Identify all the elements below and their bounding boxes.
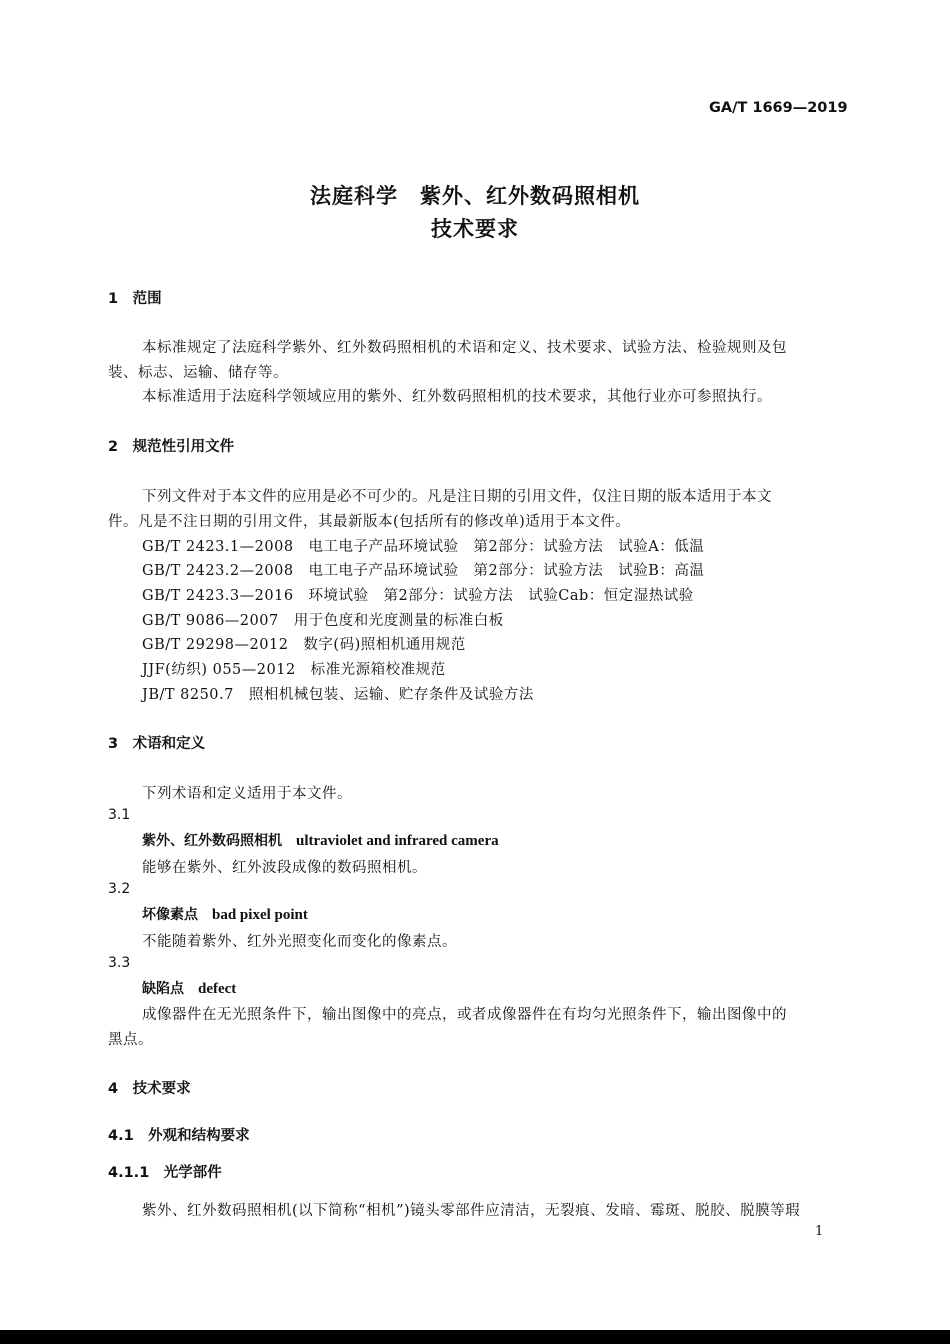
term-number: 3.1 <box>108 807 131 823</box>
document-title-line1: 法庭科学 紫外、红外数码照相机 <box>310 184 640 208</box>
term-heading <box>142 978 236 998</box>
section-4-para: 紫外、红外数码照相机(以下简称“相机”)镜头零部件应清洁，无裂痕、发暗、霉斑、脱胶、脱膜等瑕 <box>142 1203 801 1219</box>
term-english: defect <box>198 981 237 997</box>
term-definition: 不能随着紫外、红外光照变化而变化的像素点。 <box>142 934 457 950</box>
term-chinese: 紫外、红外数码照相机 <box>142 833 282 849</box>
section-3-heading: 3 术语和定义 <box>108 736 206 752</box>
page-bottom-border <box>0 1330 950 1344</box>
document-title-line2: 技术要求 <box>431 217 519 241</box>
page-number: 1 <box>815 1224 824 1239</box>
term-heading <box>142 830 499 850</box>
reference-item: GB/T 29298—2012 数字(码)照相机通用规范 <box>142 637 466 653</box>
section-1-para1-line1: 本标准规定了法庭科学紫外、红外数码照相机的术语和定义、技术要求、试验方法、检验规则及包 <box>142 340 787 356</box>
term-number: 3.2 <box>108 881 131 897</box>
term-english: ultraviolet and infrared camera <box>296 833 499 849</box>
term-english: bad pixel point <box>212 907 308 923</box>
section-4-1-1-heading: 4.1.1 光学部件 <box>108 1165 222 1181</box>
section-1-para1-line2: 装、标志、运输、储存等。 <box>108 365 288 381</box>
section-4-1-heading: 4.1 外观和结构要求 <box>108 1128 250 1144</box>
section-2-para-line2: 件。凡是不注日期的引用文件，其最新版本(包括所有的修改单)适用于本文件。 <box>108 514 631 530</box>
section-1-para2: 本标准适用于法庭科学领域应用的紫外、红外数码照相机的技术要求，其他行业亦可参照执行。 <box>142 389 772 405</box>
term-definition-line2: 黑点。 <box>108 1032 153 1048</box>
reference-item: JJF(纺织) 055—2012 标准光源箱校准规范 <box>142 662 446 678</box>
section-4-heading: 4 技术要求 <box>108 1081 191 1097</box>
reference-item: GB/T 2423.2—2008 电工电子产品环境试验 第2部分：试验方法 试验B：高温 <box>142 563 705 579</box>
section-1-heading: 1 范围 <box>108 291 162 307</box>
reference-item: GB/T 2423.3—2016 环境试验 第2部分：试验方法 试验Cab：恒定湿热试验 <box>142 588 694 604</box>
section-2-para-line1: 下列文件对于本文件的应用是必不可少的。凡是注日期的引用文件，仅注日期的版本适用于本文 <box>142 489 772 505</box>
term-number: 3.3 <box>108 955 131 971</box>
term-chinese: 缺陷点 <box>142 981 184 997</box>
reference-item: JB/T 8250.7 照相机械包装、运输、贮存条件及试验方法 <box>142 687 534 703</box>
term-definition: 能够在紫外、红外波段成像的数码照相机。 <box>142 860 427 876</box>
section-3-intro: 下列术语和定义适用于本文件。 <box>142 786 352 802</box>
term-definition-line1: 成像器件在无光照条件下，输出图像中的亮点，或者成像器件在有均匀光照条件下，输出图像中的 <box>142 1007 787 1023</box>
term-heading <box>142 904 308 924</box>
term-chinese: 坏像素点 <box>142 907 198 923</box>
section-2-heading: 2 规范性引用文件 <box>108 439 235 455</box>
reference-item: GB/T 9086—2007 用于色度和光度测量的标准白板 <box>142 613 504 629</box>
reference-item: GB/T 2423.1—2008 电工电子产品环境试验 第2部分：试验方法 试验A：低温 <box>142 539 705 555</box>
standard-number: GA/T 1669—2019 <box>709 100 848 116</box>
